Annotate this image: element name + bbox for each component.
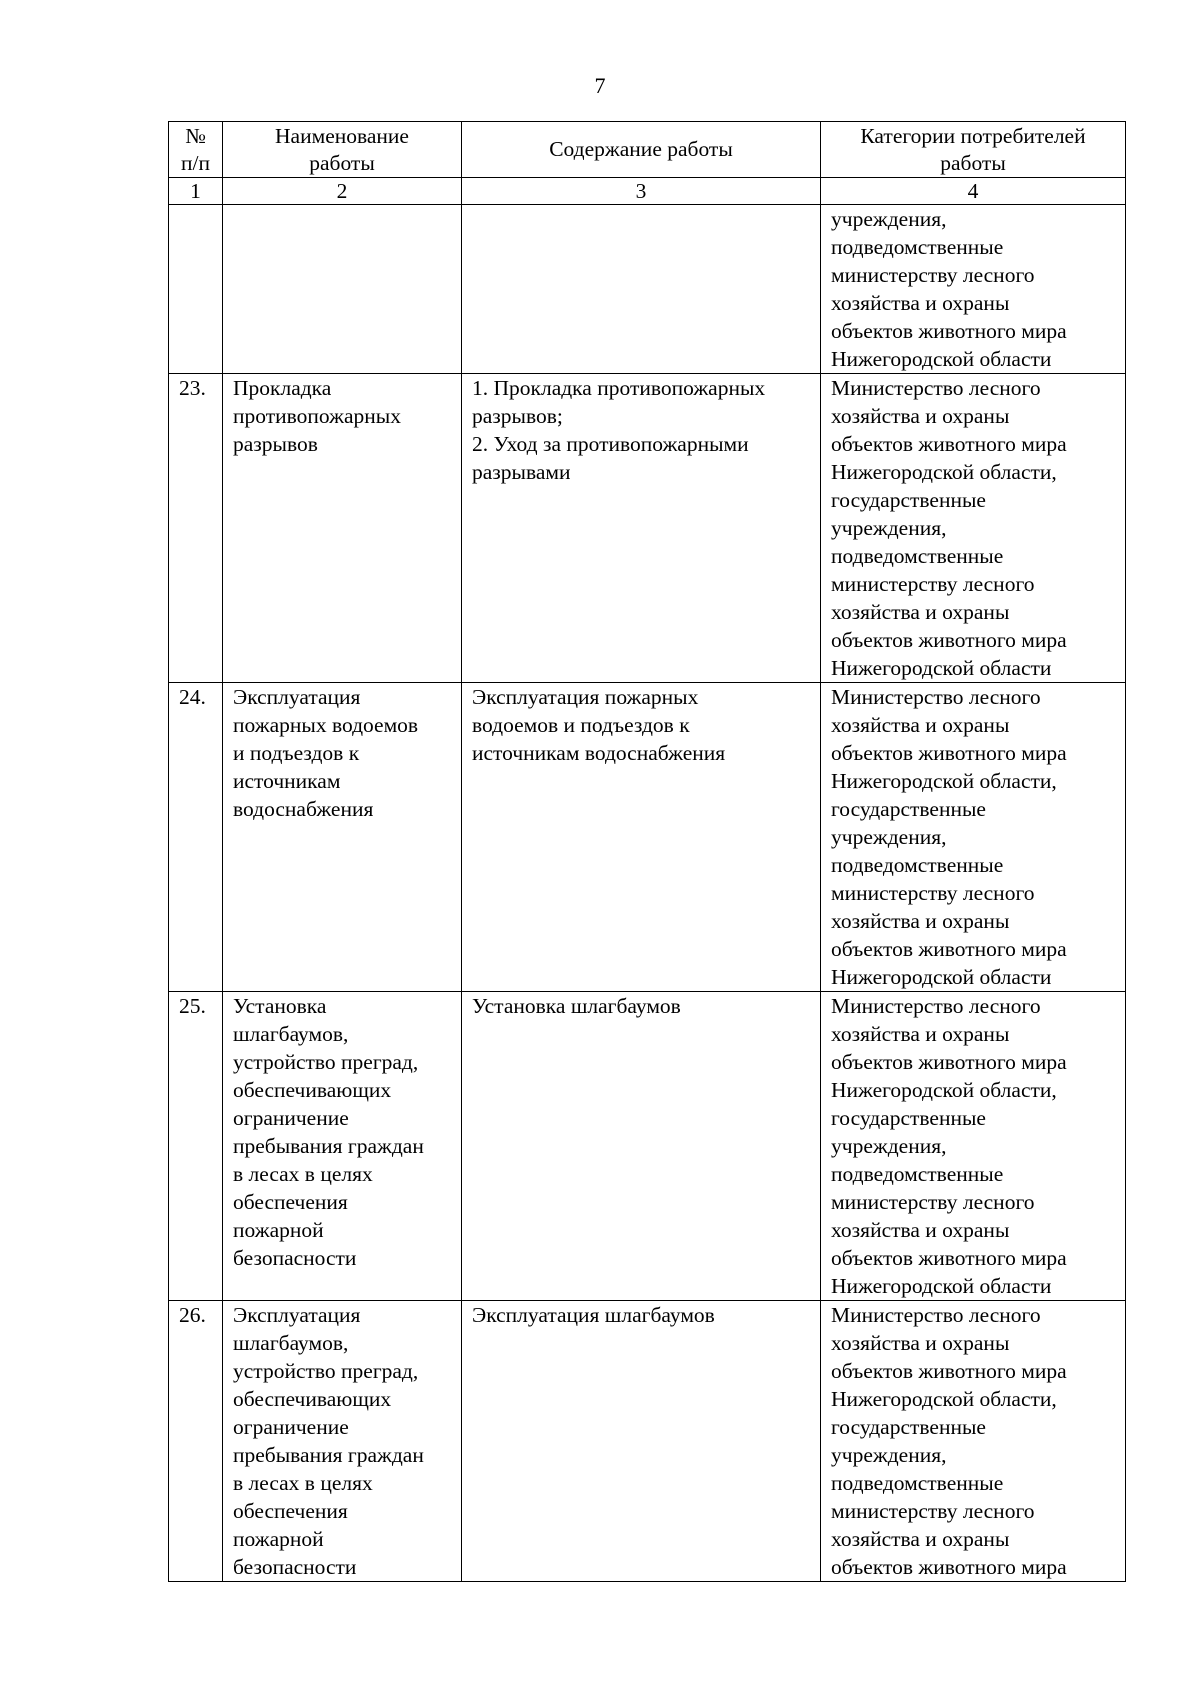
work-content: 1. Прокладка противопожарных разрывов; 2. Уход за противопожарными разрывами xyxy=(462,374,821,683)
works-table xyxy=(168,121,1126,1582)
work-name: Эксплуатация шлагбаумов, устройство преград, обеспечивающих ограничение пребывания граждан в лесах в целях обеспечения пожарной безопасности xyxy=(223,1301,462,1582)
column-number-4: 4 xyxy=(821,178,1126,205)
work-content: Эксплуатация пожарных водоемов и подъездов к источникам водоснабжения xyxy=(462,683,821,992)
work-name: Эксплуатация пожарных водоемов и подъездов к источникам водоснабжения xyxy=(223,683,462,992)
consumer-categories: учреждения, подведомственные министерству лесного хозяйства и охраны объектов животного мира Нижегородской области xyxy=(821,205,1126,374)
row-number: 23. xyxy=(169,374,223,683)
column-number-1: 1 xyxy=(169,178,223,205)
table-row xyxy=(169,992,1126,1301)
consumer-categories: Министерство лесного хозяйства и охраны объектов животного мира Нижегородской области, государственные учреждения, подведомственные министерству лесного хозяйства и охраны объектов животного мира Нижегородской области xyxy=(821,374,1126,683)
work-content: Эксплуатация шлагбаумов xyxy=(462,1301,821,1582)
work-content xyxy=(462,205,821,374)
column-number-2: 2 xyxy=(223,178,462,205)
table-row xyxy=(169,205,1126,374)
table-row xyxy=(169,1301,1126,1582)
table-row xyxy=(169,683,1126,992)
column-number-row xyxy=(169,178,1126,205)
consumer-categories: Министерство лесного хозяйства и охраны объектов животного мира Нижегородской области, государственные учреждения, подведомственные министерству лесного хозяйства и охраны объектов животного мира Нижегородской области xyxy=(821,683,1126,992)
work-content: Установка шлагбаумов xyxy=(462,992,821,1301)
header-row xyxy=(169,122,1126,178)
page-number: 7 xyxy=(594,73,606,98)
header-consumer-categories: Категории потребителей работы xyxy=(821,122,1126,178)
row-number: 24. xyxy=(169,683,223,992)
row-number xyxy=(169,205,223,374)
header-work-content: Содержание работы xyxy=(462,122,821,178)
table-row xyxy=(169,374,1126,683)
consumer-categories: Министерство лесного хозяйства и охраны объектов животного мира Нижегородской области, государственные учреждения, подведомственные министерству лесного хозяйства и охраны объектов животного мира xyxy=(821,1301,1126,1582)
work-name: Прокладка противопожарных разрывов xyxy=(223,374,462,683)
column-number-3: 3 xyxy=(462,178,821,205)
consumer-categories: Министерство лесного хозяйства и охраны объектов животного мира Нижегородской области, государственные учреждения, подведомственные министерству лесного хозяйства и охраны объектов животного мира Нижегородской области xyxy=(821,992,1126,1301)
header-work-name: Наименование работы xyxy=(223,122,462,178)
work-name xyxy=(223,205,462,374)
row-number: 25. xyxy=(169,992,223,1301)
row-number: 26. xyxy=(169,1301,223,1582)
table-body xyxy=(169,205,1126,1582)
header-number: № п/п xyxy=(169,122,223,178)
table-header xyxy=(169,122,1126,205)
work-name: Установка шлагбаумов, устройство преград, обеспечивающих ограничение пребывания граждан в лесах в целях обеспечения пожарной безопасности xyxy=(223,992,462,1301)
